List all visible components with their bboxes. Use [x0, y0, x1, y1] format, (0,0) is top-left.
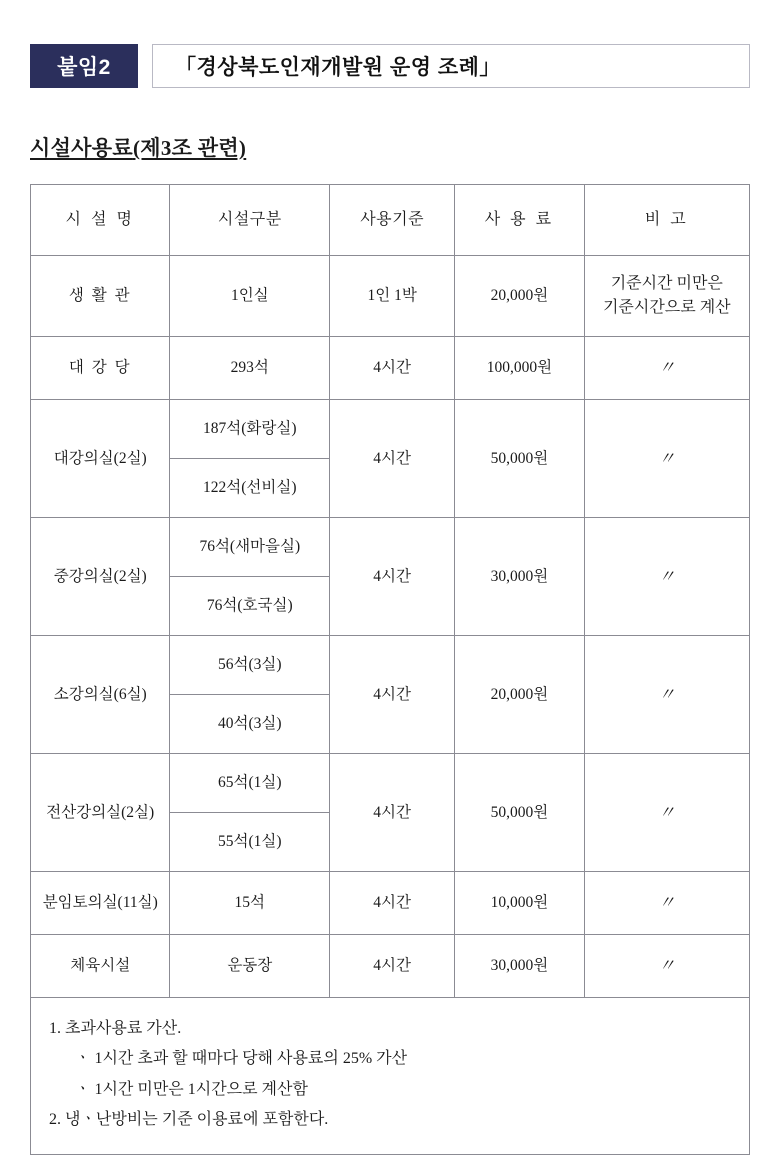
document-header — [30, 44, 750, 88]
cell-remark — [584, 935, 749, 998]
table-row — [31, 872, 750, 935]
footnote-item-1: 1. 초과사용료 가산. — [49, 1020, 182, 1037]
ditto-mark: 〃 — [658, 893, 676, 912]
cell-fee: 30,000원 — [455, 518, 584, 636]
ditto-mark: 〃 — [658, 802, 676, 822]
cell-facility-type: 운동장 — [170, 935, 330, 998]
cell-usage-standard: 4시간 — [330, 518, 455, 636]
table-row — [31, 935, 750, 998]
column-header-remark: 비 고 — [584, 185, 749, 256]
cell-facility-name: 체육시설 — [31, 935, 170, 998]
footnote-item-1-bullet-2: ㆍ 1시간 미만은 1시간으로 계산함 — [75, 1080, 308, 1098]
footnotes — [30, 998, 750, 1155]
cell-facility-type: 15석 — [170, 872, 330, 935]
table-row — [31, 400, 750, 459]
cell-facility-type: 40석(3실) — [170, 695, 330, 754]
cell-facility-type: 56석(3실) — [170, 636, 330, 695]
cell-facility-name: 분임토의실(11실) — [31, 872, 170, 935]
cell-facility-type: 55석(1실) — [170, 813, 330, 872]
cell-fee: 20,000원 — [455, 256, 584, 337]
column-header-usage-standard: 사용기준 — [330, 185, 455, 256]
cell-facility-name: 대강의실(2실) — [31, 400, 170, 518]
column-header-facility-type: 시설구분 — [170, 185, 330, 256]
cell-facility-type: 122석(선비실) — [170, 459, 330, 518]
cell-usage-standard: 4시간 — [330, 754, 455, 872]
cell-facility-type: 1인실 — [170, 256, 330, 337]
ditto-mark: 〃 — [658, 358, 676, 377]
footnote-item-2: 2. 냉ㆍ난방비는 기준 이용료에 포함한다. — [49, 1111, 329, 1129]
cell-fee: 50,000원 — [455, 754, 584, 872]
ditto-mark: 〃 — [658, 448, 676, 468]
cell-facility-name: 생 활 관 — [31, 256, 170, 337]
cell-facility-type: 76석(호국실) — [170, 577, 330, 636]
footnote-item-1-bullet-1: ㆍ 1시간 초과 할 때마다 당해 사용료의 25% 가산 — [75, 1050, 408, 1068]
cell-facility-type: 187석(화랑실) — [170, 400, 330, 459]
column-header-fee: 사 용 료 — [455, 185, 584, 256]
cell-remark — [584, 518, 749, 636]
cell-remark — [584, 400, 749, 518]
cell-fee: 50,000원 — [455, 400, 584, 518]
subtitle-suffix: (제3조 관련) — [132, 136, 247, 160]
cell-remark — [584, 636, 749, 754]
section-subtitle — [30, 132, 750, 162]
table-row — [31, 518, 750, 577]
cell-fee: 20,000원 — [455, 636, 584, 754]
cell-usage-standard: 1인 1박 — [330, 256, 455, 337]
table-row — [31, 256, 750, 337]
cell-facility-type: 293석 — [170, 337, 330, 400]
cell-usage-standard: 4시간 — [330, 872, 455, 935]
cell-facility-name: 소강의실(6실) — [31, 636, 170, 754]
table-header-row — [31, 185, 750, 256]
cell-facility-name: 중강의실(2실) — [31, 518, 170, 636]
cell-usage-standard: 4시간 — [330, 400, 455, 518]
cell-facility-name: 전산강의실(2실) — [31, 754, 170, 872]
table-row — [31, 337, 750, 400]
cell-fee: 100,000원 — [455, 337, 584, 400]
cell-facility-type: 76석(새마을실) — [170, 518, 330, 577]
remark-line-1: 기준시간 미만은 — [610, 275, 723, 292]
column-header-facility-name: 시 설 명 — [31, 185, 170, 256]
cell-remark — [584, 256, 749, 337]
ditto-mark: 〃 — [658, 684, 676, 704]
facility-fee-table — [30, 184, 750, 998]
table-row — [31, 636, 750, 695]
ditto-mark: 〃 — [658, 566, 676, 586]
cell-usage-standard: 4시간 — [330, 337, 455, 400]
table-header — [31, 185, 750, 256]
document-title: 「경상북도인재개발원 운영 조례」 — [152, 44, 750, 88]
remark-line-2: 기준시간으로 계산 — [602, 299, 731, 316]
cell-remark — [584, 872, 749, 935]
attachment-badge: 붙임2 — [30, 44, 138, 88]
cell-usage-standard: 4시간 — [330, 935, 455, 998]
subtitle-main: 시설사용료 — [30, 136, 133, 160]
cell-usage-standard: 4시간 — [330, 636, 455, 754]
cell-facility-name: 대 강 당 — [31, 337, 170, 400]
cell-facility-type: 65석(1실) — [170, 754, 330, 813]
cell-fee: 10,000원 — [455, 872, 584, 935]
cell-remark — [584, 337, 749, 400]
cell-remark — [584, 754, 749, 872]
cell-fee: 30,000원 — [455, 935, 584, 998]
table-body — [31, 256, 750, 998]
table-row — [31, 754, 750, 813]
ditto-mark: 〃 — [658, 956, 676, 975]
